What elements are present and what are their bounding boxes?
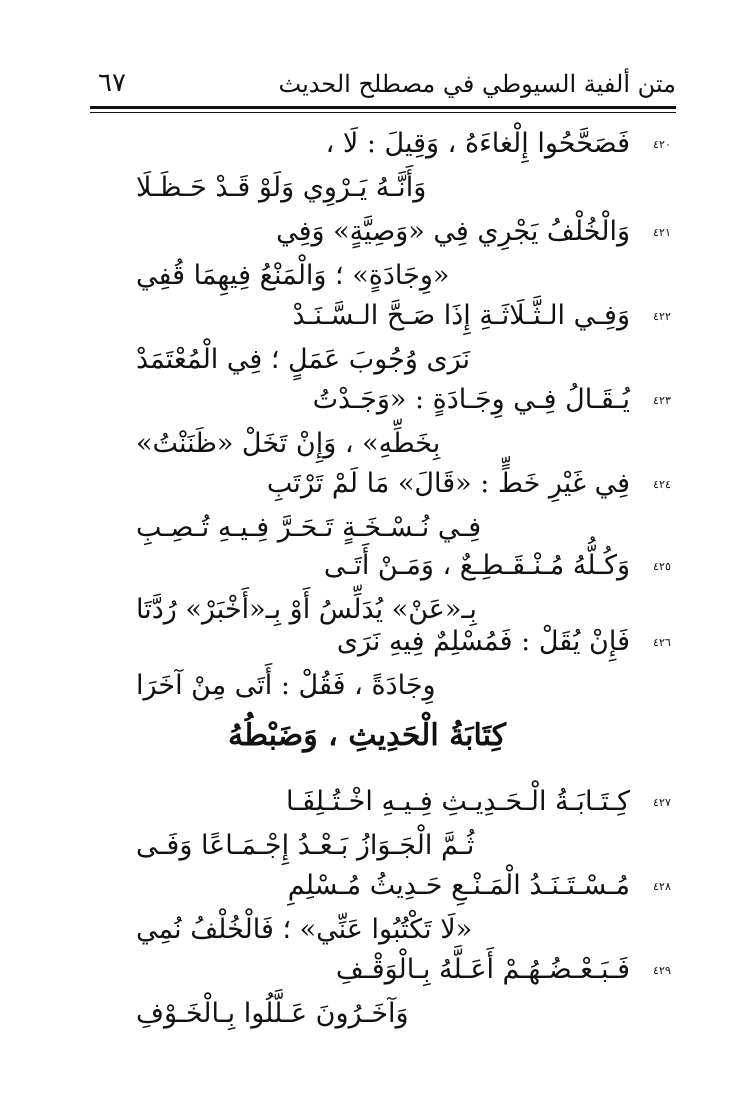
- verse-second-hemistich: وَأَنَّـهُ يَـرْوِي وَلَوْ قَـدْ حَـظَـلَا: [136, 172, 427, 203]
- verse-second-hemistich: بِخَطِّهِ» ، وَإِنْ تَخَلْ «ظَنَنْتُ»: [136, 428, 441, 459]
- section-heading: كِتَابَةُ الْحَدِيثِ ، وَضَبْطُهُ: [227, 718, 507, 753]
- verse-first-hemistich: وَكُـلُّهُ مُـنْـقَـطِـعٌ ، وَمَـنْ أَتَـى: [323, 550, 630, 581]
- verse-427: [100, 786, 674, 876]
- verse-first-hemistich: وَفِـي الـثَّـلَاثَـةِ إِذَا صَـحَّ الـسَّـنَـدْ: [292, 300, 630, 331]
- verse-number: ٤٢٤: [653, 478, 671, 491]
- verse-number: ٤٢٥: [653, 560, 671, 573]
- verse-first-hemistich: كِـتَـابَـةُ الْـحَـدِيـثِ فِـيـهِ اخْـتُـلِفَـا: [285, 786, 630, 817]
- verse-second-hemistich: بِـ«عَنْ» يُدَلِّسُ أَوْ بِـ«أَخْبَرْ» رُدَّتَا: [136, 594, 477, 625]
- verse-number: ٤٢٠: [653, 138, 671, 151]
- verse-second-hemistich: «لَا تَكْتُبُوا عَنِّي» ؛ فَالْخُلْفُ نُمِي: [136, 914, 473, 945]
- verse-first-hemistich: فَصَحَّحُوا إِلْغاءَهُ ، وَقِيلَ : لَا ،: [325, 128, 630, 159]
- verse-second-hemistich: «وِجَادَةٍ» ؛ وَالْمَنْعُ فِيهِمَا قُفِي: [136, 260, 450, 291]
- verse-423: [100, 384, 674, 474]
- verse-number: ٤٢٣: [653, 394, 671, 407]
- verse-422: [100, 300, 674, 390]
- verse-420: [100, 128, 674, 218]
- verse-number: ٤٢٢: [653, 310, 671, 323]
- verse-number: ٤٢٨: [653, 880, 671, 893]
- running-title: متن ألفية السيوطي في مصطلح الحديث: [278, 70, 676, 98]
- verse-second-hemistich: نَرَى وُجُوبَ عَمَلٍ ؛ فِي الْمُعْتَمَدْ: [136, 344, 471, 375]
- verse-424: [100, 468, 674, 558]
- verse-first-hemistich: فَإِنْ يُقَلْ : فَمُسْلِمٌ فِيهِ نَرَى: [336, 626, 630, 657]
- page-header: [90, 68, 676, 108]
- page-number: ٦٧: [98, 68, 126, 98]
- verse-first-hemistich: فَـبَـعْـضُـهُـمْ أَعَـلَّهُ بِـالْوَقْـفِ: [335, 954, 630, 985]
- verse-number: ٤٢٩: [653, 964, 671, 977]
- verse-number: ٤٢٦: [653, 636, 671, 649]
- verse-second-hemistich: وَآخَـرُونَ عَـلَّلُوا بِـالْخَـوْفِ: [136, 998, 409, 1029]
- verse-421: [100, 216, 674, 306]
- header-rule-thick: [90, 106, 676, 109]
- verse-first-hemistich: مُـسْـتَـنَـدُ الْمَـنْـعِ حَـدِيثُ مُـسْلِمِ: [287, 870, 630, 901]
- header-rule-thin: [90, 112, 676, 113]
- verse-first-hemistich: وَالْخُلْفُ يَجْرِي فِي «وَصِيَّةٍ» وَفِي: [276, 216, 630, 247]
- verse-428: [100, 870, 674, 960]
- verse-second-hemistich: ثُـمَّ الْجَـوَازُ بَـعْـدُ إِجْـمَـاعًا وَفَـى: [136, 830, 475, 861]
- verse-429: [100, 954, 674, 1044]
- verse-first-hemistich: يُـقَـالُ فِـي وِجَـادَةٍ : «وَجَـدْتُ: [312, 384, 630, 415]
- verse-426: [100, 626, 674, 716]
- verse-second-hemistich: فِـي نُـسْـخَـةٍ تَـحَـرَّ فِـيـهِ تُـصِـبِ: [136, 512, 482, 543]
- verse-first-hemistich: فِي غَيْرِ خَطٍّ : «قَالَ» مَا لَمْ تَرْتَبِ: [266, 468, 630, 499]
- verse-second-hemistich: وِجَادَةً ، فَقُلْ : أَتَى مِنْ آخَرَا: [136, 670, 436, 701]
- verse-number: ٤٢١: [653, 226, 671, 239]
- verse-number: ٤٢٧: [653, 796, 671, 809]
